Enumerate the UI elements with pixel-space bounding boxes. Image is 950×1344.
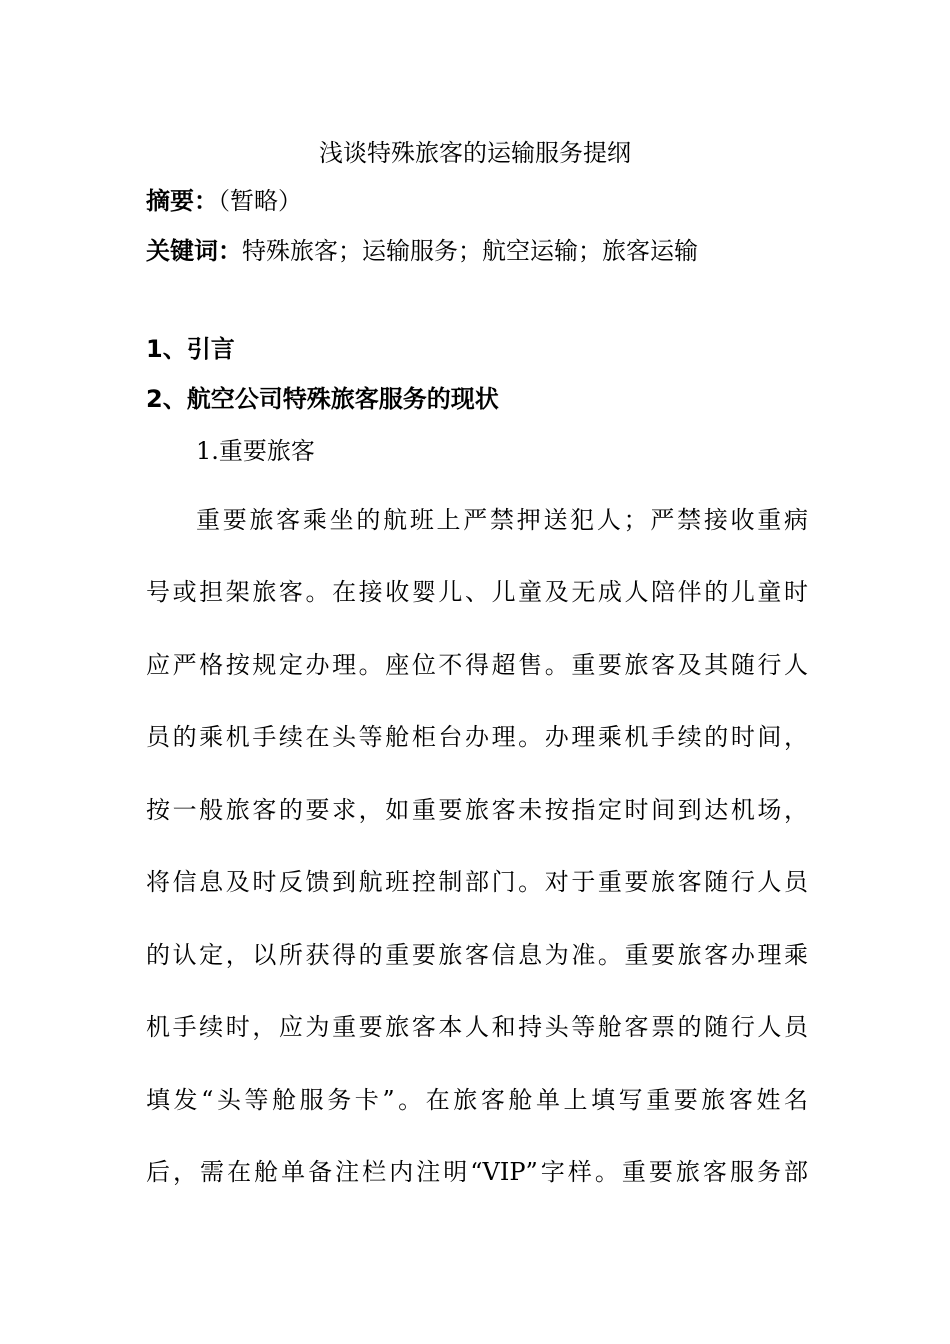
- body-text-line: 应严格按规定办理。座位不得超售。重要旅客及其随行人: [146, 651, 808, 679]
- section-heading-current-status: 2、航空公司特殊旅客服务的现状: [146, 385, 499, 413]
- body-text-line: 员的乘机手续在头等舱柜台办理。办理乘机手续的时间，: [146, 723, 808, 751]
- keywords-value: 特殊旅客；运输服务；航空运输；旅客运输: [242, 237, 698, 265]
- abstract-label: 摘要：: [146, 187, 218, 215]
- body-text-line: 的认定，以所获得的重要旅客信息为准。重要旅客办理乘: [146, 941, 808, 969]
- body-text-line: 后，需在舱单备注栏内注明“VIP”字样。重要旅客服务部: [146, 1158, 808, 1186]
- document-title: 浅谈特殊旅客的运输服务提纲: [319, 139, 631, 167]
- body-text-line: 按一般旅客的要求，如重要旅客未按指定时间到达机场，: [146, 796, 808, 824]
- body-text-line: 机手续时，应为重要旅客本人和持头等舱客票的随行人员: [146, 1013, 808, 1041]
- body-text-line: 将信息及时反馈到航班控制部门。对于重要旅客随行人员: [146, 868, 808, 896]
- keywords-line: [146, 234, 826, 268]
- keywords-label: 关键词：: [146, 237, 242, 265]
- subsection-heading-vip: 1.重要旅客: [196, 437, 315, 465]
- section-heading-introduction: 1、引言: [146, 335, 235, 363]
- body-text-line: 号或担架旅客。在接收婴儿、儿童及无成人陪伴的儿童时: [146, 578, 808, 606]
- abstract-line: [146, 184, 826, 218]
- body-text-line: 填发“头等舱服务卡”。在旅客舱单上填写重要旅客姓名: [146, 1086, 808, 1114]
- abstract-value: （暂略）: [218, 187, 302, 215]
- body-text-line: 重要旅客乘坐的航班上严禁押送犯人；严禁接收重病: [196, 506, 808, 534]
